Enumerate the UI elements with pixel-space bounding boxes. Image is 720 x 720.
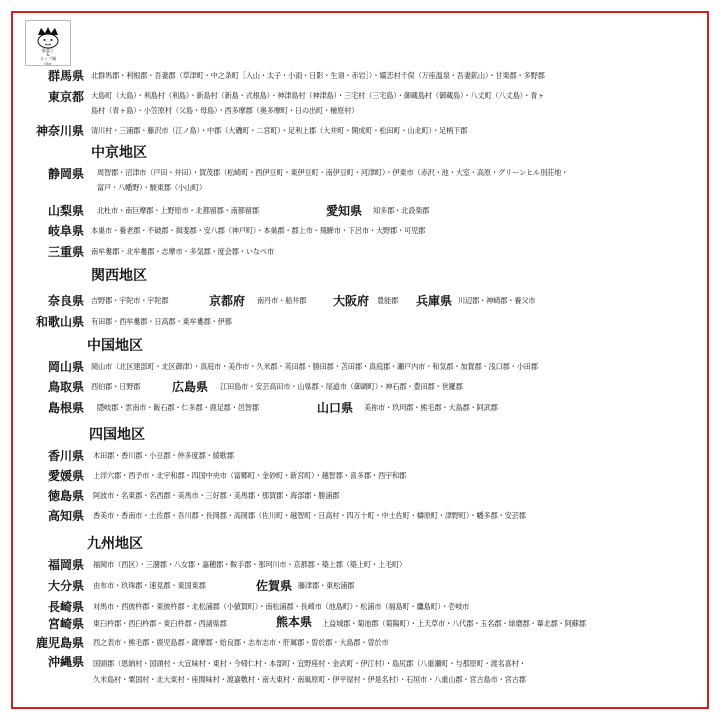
pref-saga: 佐賀県 xyxy=(256,579,293,593)
areas-kagoshima: 西之表市・熊毛郡・鹿児島郡・薩摩郡・姶良郡・志布志市・肝属郡・曽於郡・大島郡・曽於市 xyxy=(93,638,389,647)
pref-ehime: 愛媛県 xyxy=(47,469,84,483)
region-title-kyushu: 九州地区 xyxy=(87,536,143,552)
areas-kanagawa: 清川村・三浦郡・藤沢市（江ノ島）・中郡（大磯町・二宮町）・足利上郡（大井町・開成町・松田町・山北町）・足柄下郡 xyxy=(91,126,468,135)
areas-okinawa-line2: 久米島村・粟国村・北大東村・座間味村・渡嘉敷村・南大東村・南風原町・伊平屋村・伊是名村）・石垣市・八重山郡・宮古島市・宮古郡 xyxy=(93,675,526,684)
areas-tokyo-line1: 大島町（大島）・利島村（利島）・新島村（新島・式根島）・神津島村（神津島）・三宅村（三宅島）・御蔵島村（御蔵島）・八丈町（八丈島）・青ヶ xyxy=(91,91,545,100)
pref-osaka: 大阪府 xyxy=(333,294,370,308)
logo-line-2: & xyxy=(46,52,50,57)
logo-line-3: カップ麺 xyxy=(40,56,56,61)
areas-mie: 南牟婁郡・北牟婁郡・志摩市・多気郡・度会郡・いなべ市 xyxy=(91,247,274,256)
pref-shimane: 島根県 xyxy=(47,401,84,415)
crown-character-icon xyxy=(29,25,67,49)
pref-yamanashi: 山梨県 xyxy=(47,204,84,218)
areas-aichi: 知多郡・北設楽郡 xyxy=(373,206,430,215)
pref-oita: 大分県 xyxy=(47,579,84,593)
areas-kochi: 香美市・香南市・土佐郡・吾川郡・長岡郡・高岡郡（佐川町・越智町・日高村・四万十町・中土佐町・檮原町・津野町）・幡多郡・安芸郡 xyxy=(93,511,526,520)
pref-yamaguchi: 山口県 xyxy=(317,401,354,415)
areas-yamaguchi: 美祢市・玖珂郡・熊毛郡・大島郡・阿武郡 xyxy=(364,403,498,412)
pref-mie: 三重県 xyxy=(47,245,84,259)
pref-nara: 奈良県 xyxy=(47,294,84,308)
pref-hyogo: 兵庫県 xyxy=(416,294,453,308)
areas-kumamoto: 上益城郡・菊池郡（菊陽町）・上天草市・八代郡・玉名郡・球磨郡・葦北郡・阿蘇郡 xyxy=(322,619,586,628)
areas-ehime: 上浮穴郡・西予市・北宇和郡・四国中央市（富郷町・金砂町・新宮町）・越智郡・喜多郡・西宇和郡 xyxy=(93,471,407,480)
pref-tottori: 鳥取県 xyxy=(47,380,84,394)
pref-gifu: 岐阜県 xyxy=(47,224,84,238)
logo-line-4: Ohe xyxy=(44,62,52,66)
pref-okinawa: 沖縄県 xyxy=(47,655,84,669)
areas-shizuoka-line1: 周智郡・沼津市（戸田・井田）・賀茂郡（松崎町・西伊豆町・東伊豆町・南伊豆町・河津町）・伊東市（赤沢・池・大室・高原・グリーンヒル別荘地・ xyxy=(97,168,569,177)
pref-nagasaki: 長崎県 xyxy=(47,600,84,614)
areas-oita: 由布市・玖珠郡・速見郡・東国東郡 xyxy=(93,581,206,590)
areas-saga: 藤津郡・東松浦郡 xyxy=(298,581,355,590)
areas-tokyo-line2: 島村（青ヶ島）・小笠原村（父島・母島）・西多摩郡（奥多摩町・日の出町・檜原村） xyxy=(91,106,359,115)
areas-okayama: 岡山市（北区建部町・北区御津）・真庭市・美作市・久米郡・英田郡・勝田郡・苫田郡・真庭郡・瀬戸内市・和気郡・加賀郡・浅口郡・小田郡 xyxy=(91,362,538,371)
pref-wakayama: 和歌山県 xyxy=(35,315,84,329)
areas-wakayama: 有田郡・西牟婁郡・日高郡・東牟婁郡・伊都 xyxy=(91,317,232,326)
region-title-shikoku: 四国地区 xyxy=(89,427,145,443)
pref-kagoshima: 鹿児島県 xyxy=(35,636,84,650)
areas-gunma: 北群馬郡・利根郡・吾妻郡（草津町・中之条町［入山・太子・小雨・日影・生須・赤岩］）・嬬恋村千俣（万座温泉・吾妻鉱山）・甘楽郡・多野郡 xyxy=(91,71,545,80)
areas-miyazaki: 東臼杵郡・西臼杵郡・東臼杵郡・西諸県郡 xyxy=(93,619,227,628)
pref-kyoto: 京都府 xyxy=(209,294,246,308)
areas-gifu: 本巣市・養老郡・不破郡・揖斐郡・安八郡（神戸町）・本巣郡・郡上市・飛騨市・下呂市・大野郡・可児郡 xyxy=(91,226,426,235)
pref-miyazaki: 宮崎県 xyxy=(47,617,84,631)
pref-hiroshima: 広島県 xyxy=(172,380,209,394)
pref-fukuoka: 福岡県 xyxy=(47,558,84,572)
areas-fukuoka: 福岡市（西区）・三潴郡・八女郡・嘉穂郡・鞍手郡・那珂川市・京都郡・築上郡（築上町・上毛町） xyxy=(93,560,407,569)
areas-hiroshima: 江田島市・安芸高田市・山県郡・尾道市（御調町）・神石郡・豊田郡・世羅郡 xyxy=(220,382,463,391)
areas-hyogo: 川辺郡・神崎郡・養父市 xyxy=(458,296,536,305)
areas-nagasaki: 対馬市・西彼杵郡・東彼杵郡・北松浦郡（小値賀町）・南松浦郡・長崎市（池島町）・松浦市（福島町・鷹島町）・壱岐市 xyxy=(93,602,470,611)
pref-kanagawa: 神奈川県 xyxy=(35,124,84,138)
pref-aichi: 愛知県 xyxy=(326,204,363,218)
areas-shimane: 隠岐郡・雲南市・飯石郡・仁多郡・鹿足郡・邑智郡 xyxy=(97,403,259,412)
areas-yamanashi: 北杜市・南巨摩郡・上野原市・北都留郡・南都留郡 xyxy=(97,206,259,215)
region-title-chugoku: 中国地区 xyxy=(87,338,143,354)
region-title-chukyo: 中京地区 xyxy=(91,145,147,161)
areas-kagawa: 木田郡・香川郡・小豆郡・仲多度郡・綾歌郡 xyxy=(93,451,234,460)
pref-kagawa: 香川県 xyxy=(47,449,84,463)
shop-logo xyxy=(25,20,71,66)
areas-nara: 吉野郡・宇陀市・宇陀郡 xyxy=(91,296,169,305)
pref-tokyo: 東京都 xyxy=(47,90,84,104)
pref-okayama: 岡山県 xyxy=(47,360,84,374)
areas-kyoto: 南丹市・船井郡 xyxy=(257,296,307,305)
pref-gunma: 群馬県 xyxy=(47,69,84,83)
pref-kumamoto: 熊本県 xyxy=(276,615,313,629)
areas-tottori: 西伯郡・日野郡 xyxy=(91,382,141,391)
region-title-kansai: 関西地区 xyxy=(91,268,147,284)
areas-okinawa-line1: 国頭郡（恩納村・国頭村・大宜味村・東村・今帰仁村・本部町・宜野座村・金武町・伊江村）・島尻郡（八重瀬町・与那原町・渡名喜村・ xyxy=(93,659,526,668)
pref-shizuoka: 静岡県 xyxy=(47,167,84,181)
logo-line-1: 駄菓子 xyxy=(42,48,54,53)
areas-osaka: 豊能郡 xyxy=(377,296,399,305)
areas-tokushima: 阿波市・名東郡・名西郡・美馬市・三好郡・美馬郡・那賀郡・海部郡・勝浦郡 xyxy=(93,491,340,500)
areas-shizuoka-line2: 富戸・八幡野）・駿東郡（小山町） xyxy=(97,183,207,192)
pref-kochi: 高知県 xyxy=(47,509,84,523)
pref-tokushima: 徳島県 xyxy=(47,489,84,503)
